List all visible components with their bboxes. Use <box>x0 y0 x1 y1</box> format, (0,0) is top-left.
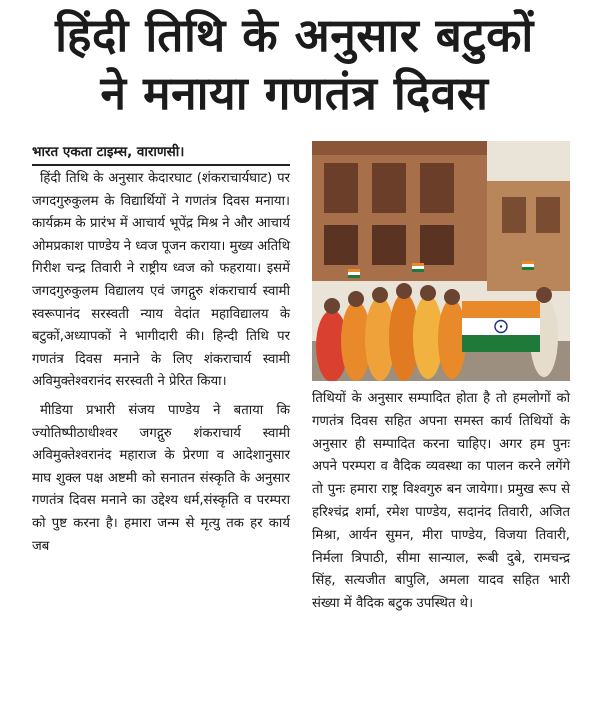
headline-line-2: ने मनाया गणतंत्र दिवस <box>100 66 489 120</box>
headline-line-1: हिंदी तिथि के अनुसार बटुकों <box>55 8 534 62</box>
national-flag-icon <box>462 301 540 352</box>
article-column-left <box>32 168 290 558</box>
headline <box>0 6 589 122</box>
article-paragraph-3: तिथियों के अनुसार सम्पादित होता है तो हमलोगों को गणतंत्र दिवस सहित अपना समस्त कार्य तिथियों के अनुसार ही सम्पादित करना चाहिए। अगर हम पुनः अपने परम्परा व वैदिक व्यवस्था का पालन करने लगेंगे तो पुनः हमारा राष्ट्र विश्वगुरु बन जायेगा। प्रमुख रूप से हरिश्चंद्र शर्मा, रमेश पाण्डेय, सदानंद तिवारी, अजित मिश्रा, आर्यन सुमन, मीरा पाण्डेय, विजया तिवारी, निर्मला त्रिपाठी, सीमा सान्याल, रूबी दुबे, रामचन्द्र सिंह, सत्यजीत बापुलि, अमला यादव सहित भारी संख्या में वैदिक बटुक उपस्थित थे। <box>312 391 570 612</box>
news-photo <box>312 141 570 381</box>
photo-illustration <box>312 141 570 381</box>
article-paragraph-1: हिंदी तिथि के अनुसार केदारघाट (शंकराचार्यघाट) पर जगदगुरुकुलम के विद्यार्थियों ने गणतंत्र दिवस मनाया। कार्यक्रम के प्रारंभ में आचार्य भूपेंद्र मिश्र ने और आचार्य ओमप्रकाश पाण्डेय ने ध्वज पूजन कराया। मुख्य अतिथि गिरीश चन्द्र तिवारी ने राष्ट्रीय ध्वज को फहराया। इसमें जगदगुरुकुलम विद्यालय एवं जगद्गुरु शंकराचार्य स्वामी स्वरूपानंद सरस्वती न्याय वेदांत महाविद्यालय के बटुकों,अध्यापकों ने भागीदारी की। हिन्दी तिथि पर गणतंत्र दिवस मनाने के लिए शंकराचार्य स्वामी अविमुक्तेश्वरानंद सरस्वती ने प्रेरित किया। <box>32 171 290 390</box>
article-paragraph-2: मीडिया प्रभारी संजय पाण्डेय ने बताया कि ज्योतिष्पीठाधीश्वर जगद्गुरु शंकराचार्य स्वामी अविमुक्तेश्वरानंद महाराज के प्रेरणा व आदेशानुसार माघ शुक्ल पक्ष अष्टमी को सनातन संस्कृति के अनुसार गणतंत्र दिवस मनाने का उद्देश्य धर्म,संस्कृति व परम्परा को पुष्ट करना है। हमारा जन्म से मृत्यु तक हर कार्य जब <box>32 402 290 554</box>
article-column-right <box>312 388 570 616</box>
dateline: भारत एकता टाइम्स, वाराणसी। <box>32 142 290 166</box>
